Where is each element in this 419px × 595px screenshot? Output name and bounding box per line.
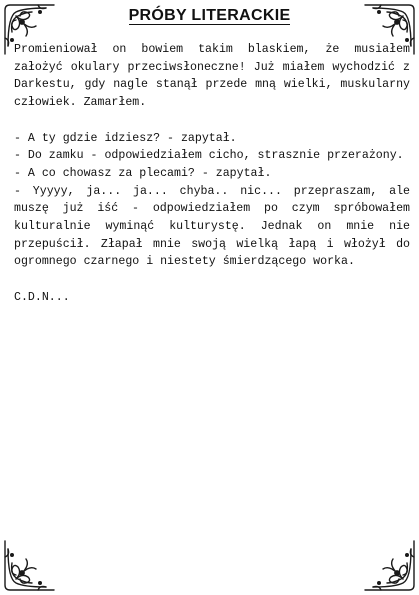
paragraph-gap: [14, 112, 410, 130]
paragraph-gap: [14, 271, 410, 289]
paragraph-intro: Promieniował on bowiem takim blaskiem, że musiałem założyć okulary przeciwsłoneczne! Już miałem wychodzić z Darkestu, gdy nagle stanął przede mną wielki, muskularny człowiek. Zamarłem.: [14, 43, 410, 110]
dialogue-line: - Do zamku - odpowiedziałem cicho, strasznie przerażony.: [14, 149, 404, 163]
page-title: [0, 7, 419, 25]
corner-ornament-bottom-left-icon: [2, 539, 56, 593]
dialogue-line: - A co chowasz za plecami? - zapytał.: [14, 166, 272, 180]
to-be-continued: C.D.N...: [14, 290, 70, 304]
story-text: [14, 41, 410, 307]
corner-ornament-bottom-right-icon: [363, 539, 417, 593]
page-title-text: PRÓBY LITERACKIE: [128, 7, 291, 24]
dialogue-line: - Yyyyy, ja... ja... chyba.. nic... przepraszam, ale muszę już iść - odpowiedziałem po czym spróbowałem kulturalnie wyminąć kulturystę. Jednak on mnie nie przepuścił. Złapał mnie swoją wielką łapą i włożył do ogromnego czarnego i niestety śmierdzącego worka.: [14, 184, 410, 269]
dialogue-line: - A ty gdzie idziesz? - zapytał.: [14, 131, 237, 145]
